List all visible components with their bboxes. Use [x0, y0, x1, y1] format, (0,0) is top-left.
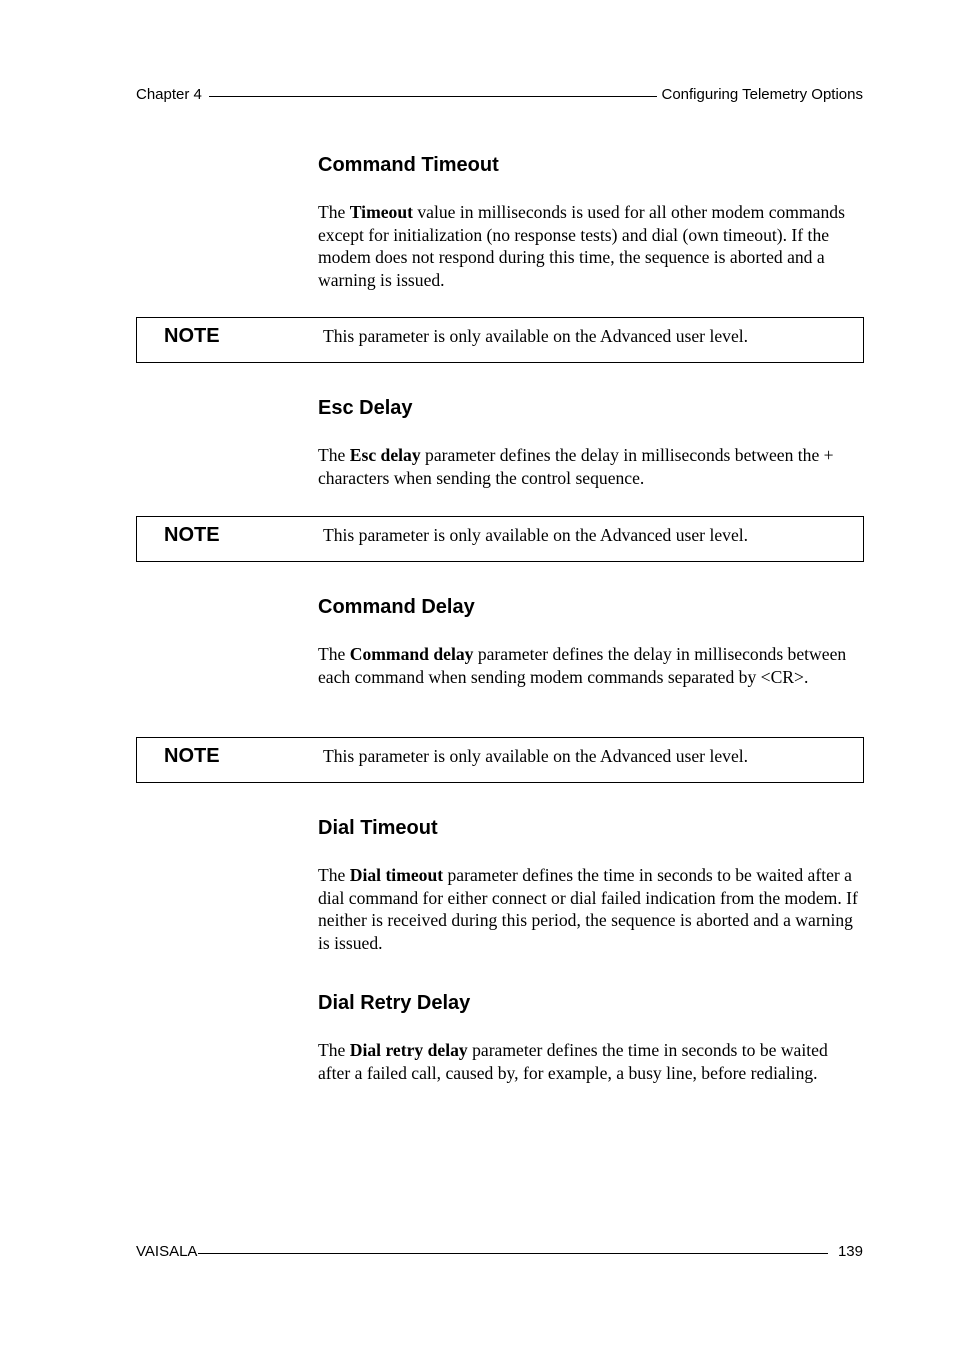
parameter-name: Dial timeout — [349, 865, 444, 885]
section-paragraph: The Esc delay parameter defines the delay in milliseconds between the + characters when sending the control sequence. — [318, 445, 834, 488]
parameter-name: Esc delay — [349, 445, 421, 465]
note-box — [136, 516, 864, 562]
note-label: NOTE — [164, 745, 220, 767]
header-rule — [209, 96, 657, 97]
parameter-name: Timeout — [349, 202, 413, 222]
section-heading: Dial Retry Delay — [318, 992, 471, 1014]
note-text: This parameter is only available on the Advanced user level. — [323, 746, 749, 766]
footer-rule — [198, 1253, 828, 1254]
note-label: NOTE — [164, 325, 220, 347]
section-heading: Dial Timeout — [318, 817, 438, 839]
note-label: NOTE — [164, 524, 220, 546]
section-heading: Command Timeout — [318, 154, 499, 176]
section-paragraph: The Timeout value in milliseconds is used for all other modem commands except for initialization (no response tests) and dial (own timeout). If the modem does not respond during this time, the sequence is aborted and a warning is issued. — [318, 202, 845, 290]
section-paragraph: The Command delay parameter defines the delay in milliseconds between each command when sending modem commands separated by <CR>. — [318, 644, 847, 687]
chapter-label: Chapter 4 — [136, 86, 202, 103]
note-box — [136, 317, 864, 363]
note-box — [136, 737, 864, 783]
company-name: VAISALA — [136, 1243, 198, 1260]
chapter-title: Configuring Telemetry Options — [661, 86, 863, 103]
page-number: 139 — [837, 1243, 863, 1260]
section-heading: Esc Delay — [318, 397, 413, 419]
parameter-name: Dial retry delay — [349, 1040, 468, 1060]
section-paragraph: The Dial timeout parameter defines the time in seconds to be waited after a dial command for either connect or dial failed indication from the modem. If neither is received during this period, the sequence is aborted and a warning is issued. — [318, 865, 858, 953]
section-heading: Command Delay — [318, 596, 475, 618]
note-text: This parameter is only available on the Advanced user level. — [323, 525, 749, 545]
parameter-name: Command delay — [349, 644, 474, 664]
section-paragraph: The Dial retry delay parameter defines the time in seconds to be waited after a failed call, caused by, for example, a busy line, before redialing. — [318, 1040, 828, 1083]
page-header — [136, 86, 863, 103]
page-footer — [136, 1243, 863, 1260]
note-text: This parameter is only available on the Advanced user level. — [323, 326, 749, 346]
